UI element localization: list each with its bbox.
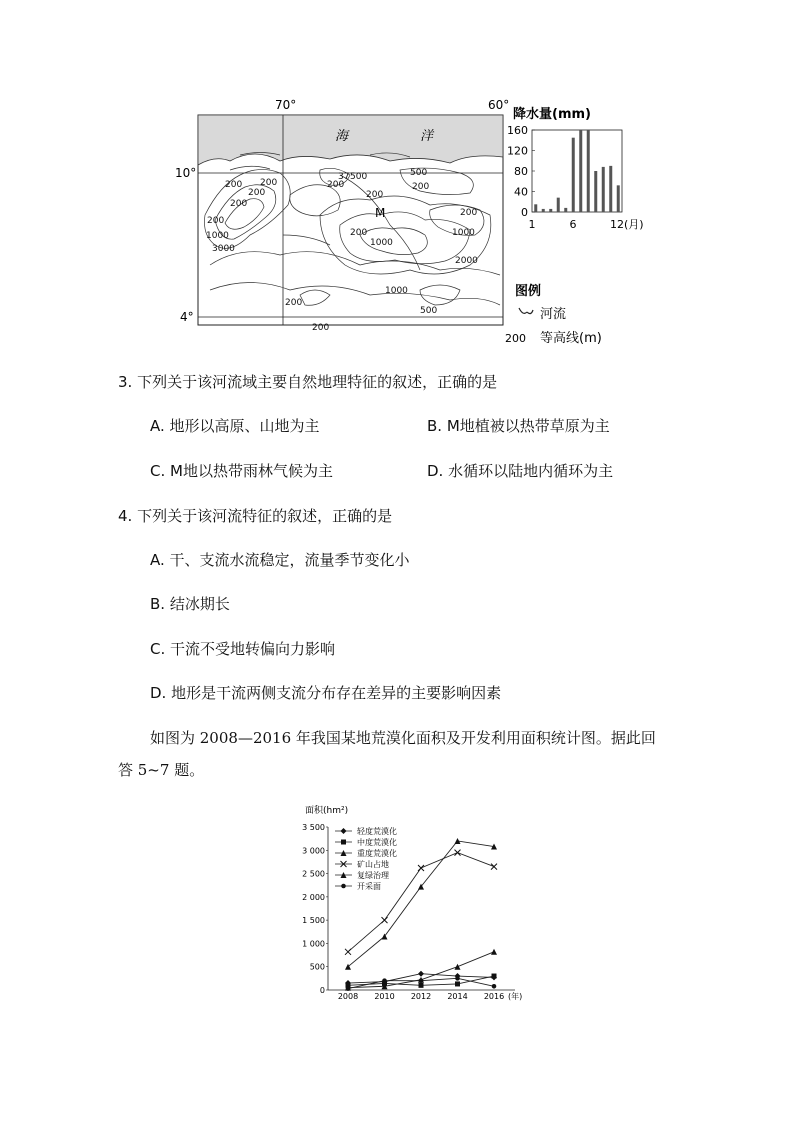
contour-label: 500 [420,306,438,316]
sea-label: 洋 [420,129,434,144]
contour-label: 200 [312,323,330,333]
line-chart-xtick: 2008 [337,992,359,1001]
q3-option-a[interactable]: A. 地形以高原、山地为主 [150,417,320,435]
precip-ytick: 160 [507,124,528,137]
line-point [382,917,388,923]
contour-label: 200 [327,180,345,190]
precip-bar [594,171,597,212]
river-symbol-icon [519,308,533,314]
precip-ytick: 0 [521,206,528,219]
map-legend [505,280,635,350]
line-chart-ytick: 2 500 [302,869,325,879]
line-point [455,981,460,986]
lon-label-60: 60° [488,98,510,112]
contour-label: 2000 [455,256,478,266]
line-chart-ytick: 500 [309,962,325,972]
line-chart-ytick: 1 000 [302,939,325,949]
question-4-stem: 4. 下列关于该河流特征的叙述，正确的是 [118,507,393,525]
intro-line-1: 如图为 2008—2016 年我国某地荒漠化面积及开发利用面积统计图。据此回 [150,729,656,747]
point-m-label: M [375,206,386,220]
legend-entry: 矿山占地 [357,860,389,869]
precip-xtick: 12(月) [610,218,644,231]
contour-label: 200 [285,298,303,308]
precip-bar [542,209,545,212]
line-point [382,978,387,983]
legend-entry: 轻度荒漠化 [357,827,397,836]
precip-bar [557,198,560,212]
line-point [455,850,461,856]
q4-option-b[interactable]: B. 结冰期长 [150,595,230,613]
line-point [492,984,497,989]
legend-entry: 重度荒漠化 [357,849,397,858]
precip-bar [572,138,575,212]
line-point [341,840,346,845]
question-3-stem: 3. 下列关于该河流域主要自然地理特征的叙述，正确的是 [118,373,498,391]
line-point [341,828,347,834]
precip-ytick: 80 [514,165,528,178]
contour-label: 200 [225,180,243,190]
contour-label: 200 [230,199,248,209]
precip-bar [602,167,605,212]
contour-label: 200 [207,216,225,226]
contour-label: 500 [410,168,428,178]
contour-label: 1000 [385,286,408,296]
q4-option-c[interactable]: C. 干流不受地转偏向力影响 [150,640,336,658]
legend-entry: 中度荒漠化 [357,838,397,847]
legend-title: 图例 [515,284,542,299]
river-basin-map [170,95,550,350]
line-point [341,884,346,889]
desertification-line-chart [290,800,535,1005]
precip-bar [579,130,582,212]
contour-label: 200 [248,188,266,198]
line-chart-ylabel: 面积(hm²) [305,806,349,816]
line-point [418,971,424,977]
line-chart-ytick: 1 500 [302,916,325,926]
q3-option-c[interactable]: C. M地以热带雨林气候为主 [150,462,333,480]
contour-label: 1000 [206,231,229,241]
line-point [419,983,424,988]
line-chart-xtick: 2010 [374,992,395,1001]
legend-river: 河流 [540,307,567,322]
precipitation-chart [505,100,680,235]
q4-option-a[interactable]: A. 干、支流水流稳定，流量季节变化小 [150,551,410,569]
line-point [491,949,497,955]
line-point [346,986,351,991]
line-chart-ytick: 3 500 [302,823,325,832]
lon-label-70: 70° [275,98,297,112]
legend-entry: 开采面 [357,882,381,891]
line-chart-ytick: 2 000 [302,892,325,902]
line-chart-ytick: 3 000 [302,846,325,856]
contour-label: 500 [350,172,368,182]
precip-bar [587,130,590,212]
precip-title: 降水量(mm) [513,107,591,122]
line-chart-xtick: 2014 [447,992,468,1001]
line-chart-ytick: 0 [319,986,325,995]
line-chart-xtick: 2012 [410,992,432,1001]
contour-label: 200 [366,190,384,200]
line-point [418,865,424,871]
contour-label: 1000 [370,238,393,248]
line-chart-xtick: 2016 [483,992,505,1001]
intro-line-2: 答 5~7 题。 [118,761,205,779]
line-point [492,974,497,979]
line-chart-xunit: (年) [508,992,523,1001]
lat-label-10: 10° [175,166,197,180]
line-point [455,964,461,970]
contour-label: 200 [260,178,278,188]
legend-contour-sample: 200 [505,332,526,345]
contour-label: 1000 [452,228,475,238]
precip-bar [617,185,620,212]
line-point [419,978,424,983]
legend-contour: 等高线(m) [540,331,602,346]
contour-label: 200 [460,208,478,218]
precip-xtick: 6 [569,218,577,231]
precip-ytick: 40 [514,185,528,199]
precip-xtick: 1 [528,218,536,231]
lat-label-4: 4° [180,310,194,324]
q3-option-d[interactable]: D. 水循环以陆地内循环为主 [427,462,614,480]
precip-bar [564,208,567,212]
contour-label: 200 [350,228,368,238]
precip-ytick: 120 [507,144,528,158]
contour-label: 37 [338,172,350,182]
legend-entry: 复绿治理 [357,871,389,880]
line-point [345,949,351,955]
contour-label: 200 [412,182,430,192]
line-point [455,976,460,981]
sea-label: 海 [335,129,349,144]
q4-option-d[interactable]: D. 地形是干流两侧支流分布存在差异的主要影响因素 [150,684,502,702]
q3-option-b[interactable]: B. M地植被以热带草原为主 [427,417,610,435]
line-point [491,864,497,870]
precip-bar [549,209,552,212]
contour-label: 3000 [212,244,235,254]
line-point [382,933,388,939]
precip-bar [534,204,537,212]
precip-bar [609,166,612,212]
